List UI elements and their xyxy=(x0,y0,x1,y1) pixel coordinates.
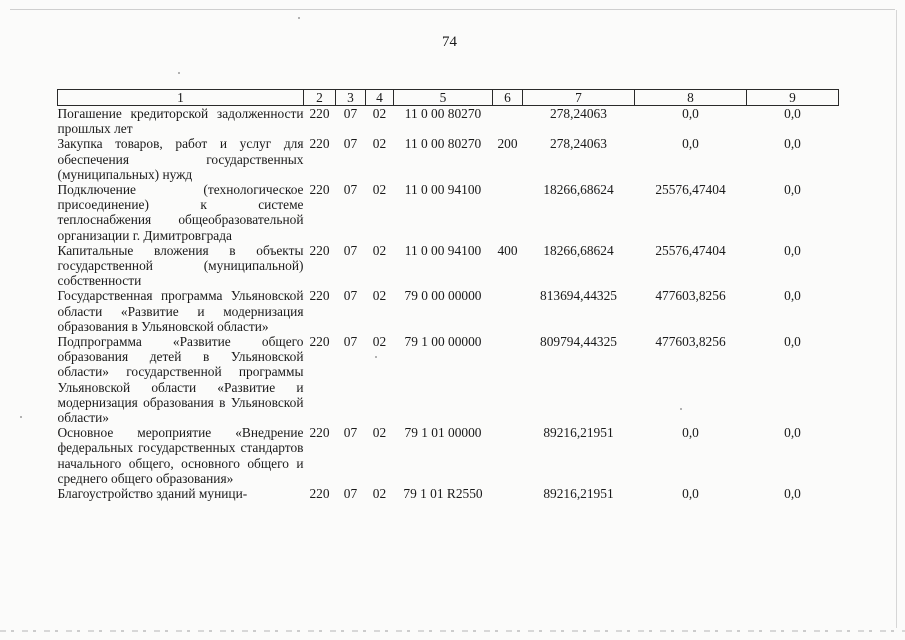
row-subsection: 02 xyxy=(372,136,387,152)
row-amount-col9: 0,0 xyxy=(784,136,801,152)
table-header-row xyxy=(58,90,839,106)
row-name: Подпрограмма «Развитие общего образования детей в Ульяновской области» государственной программы Ульяновской области «Развитие и модернизация образования в Ульяновской области» xyxy=(57,334,304,426)
row-expense-type: 200 xyxy=(497,136,518,152)
row-section: 07 xyxy=(343,425,358,441)
table-row xyxy=(58,243,839,289)
row-amount-col9: 0,0 xyxy=(784,182,801,198)
row-subsection: 02 xyxy=(372,334,387,350)
row-section: 07 xyxy=(343,242,358,258)
row-target-article: 79 0 00 00000 xyxy=(404,288,482,304)
row-amount-col9: 0,0 xyxy=(784,486,801,502)
row-ministry-code: 220 xyxy=(309,136,330,152)
scan-speck xyxy=(20,416,22,418)
row-section: 07 xyxy=(343,182,358,198)
row-amount-col7: 278,24063 xyxy=(550,106,607,121)
row-expense-type xyxy=(493,288,523,334)
table-row xyxy=(58,136,839,182)
row-expense-type xyxy=(493,334,523,425)
row-amount-col8: 25576,47404 xyxy=(655,242,726,258)
table-row xyxy=(58,288,839,334)
header-col-3: 3 xyxy=(336,90,366,106)
row-name: Закупка товаров, работ и услуг для обеспечения государственных (муниципальных) нужд xyxy=(57,136,304,182)
row-subsection: 02 xyxy=(372,288,387,304)
row-amount-col8: 0,0 xyxy=(682,486,699,502)
row-amount-col7: 18266,68624 xyxy=(543,242,614,258)
row-target-article: 11 0 00 94100 xyxy=(404,242,482,258)
scan-speck xyxy=(375,356,377,358)
page-edge-top xyxy=(10,9,895,10)
row-name: Подключение (технологическое присоединение) к системе теплоснабжения общеобразовательной организации г. Димитровграда xyxy=(57,182,304,243)
row-target-article: 11 0 00 94100 xyxy=(404,182,482,198)
row-ministry-code: 220 xyxy=(309,334,330,350)
scan-noise-bottom xyxy=(0,630,905,632)
row-expense-type xyxy=(493,106,523,137)
row-name: Благоустройство зданий муници- xyxy=(57,486,248,502)
table-row xyxy=(58,334,839,425)
header-col-5: 5 xyxy=(394,90,493,106)
table-row xyxy=(58,106,839,137)
row-section: 07 xyxy=(343,136,358,152)
row-subsection: 02 xyxy=(372,425,387,441)
row-section: 07 xyxy=(343,486,358,502)
row-name: Основное мероприятие «Внедрение федеральных государственных стандартов начального общего, основного общего и среднего общего образования» xyxy=(57,425,304,486)
row-section: 07 xyxy=(343,288,358,304)
row-ministry-code: 220 xyxy=(309,486,330,502)
header-col-2: 2 xyxy=(304,90,336,106)
header-col-8: 8 xyxy=(635,90,747,106)
header-col-7: 7 xyxy=(523,90,635,106)
row-amount-col9: 0,0 xyxy=(784,425,801,441)
row-subsection: 02 xyxy=(372,486,387,502)
row-amount-col9: 0,0 xyxy=(784,106,801,121)
row-amount-col7: 89216,21951 xyxy=(543,425,614,441)
row-amount-col8: 25576,47404 xyxy=(655,182,726,198)
header-col-6: 6 xyxy=(493,90,523,106)
row-expense-type: 400 xyxy=(497,242,518,258)
row-ministry-code: 220 xyxy=(309,288,330,304)
row-expense-type xyxy=(493,486,523,501)
row-name: Капитальные вложения в объекты государственной (муниципальной) собственности xyxy=(57,242,304,289)
row-subsection: 02 xyxy=(372,242,387,258)
budget-table xyxy=(57,89,839,501)
row-target-article: 79 1 01 00000 xyxy=(404,425,482,441)
row-expense-type xyxy=(493,425,523,486)
row-name: Погашение кредиторской задолженности прошлых лет xyxy=(57,106,304,137)
row-ministry-code: 220 xyxy=(309,182,330,198)
row-amount-col8: 477603,8256 xyxy=(655,334,726,350)
row-name: Государственная программа Ульяновской области «Развитие и модернизация образования в Ульяновской области» xyxy=(57,288,304,334)
scan-speck xyxy=(298,17,300,19)
row-amount-col8: 0,0 xyxy=(682,106,699,121)
row-amount-col8: 0,0 xyxy=(682,425,699,441)
row-ministry-code: 220 xyxy=(309,106,330,121)
row-amount-col7: 809794,44325 xyxy=(540,334,617,350)
scan-speck xyxy=(178,72,180,74)
row-target-article: 79 1 01 R2550 xyxy=(403,486,483,502)
page-edge-right xyxy=(896,10,897,628)
header-col-9: 9 xyxy=(747,90,839,106)
row-subsection: 02 xyxy=(372,182,387,198)
row-expense-type xyxy=(493,182,523,243)
row-amount-col7: 278,24063 xyxy=(550,136,607,152)
row-amount-col7: 89216,21951 xyxy=(543,486,614,502)
page-number: 74 xyxy=(442,34,457,50)
row-section: 07 xyxy=(343,334,358,350)
row-amount-col8: 477603,8256 xyxy=(655,288,726,304)
row-amount-col7: 813694,44325 xyxy=(540,288,617,304)
table-row xyxy=(58,182,839,243)
row-ministry-code: 220 xyxy=(309,425,330,441)
header-col-1: 1 xyxy=(58,90,304,106)
row-target-article: 79 1 00 00000 xyxy=(404,334,482,350)
row-amount-col8: 0,0 xyxy=(682,136,699,152)
row-amount-col7: 18266,68624 xyxy=(543,182,614,198)
table-row xyxy=(58,486,839,501)
row-target-article: 11 0 00 80270 xyxy=(404,136,482,152)
row-amount-col9: 0,0 xyxy=(784,242,801,258)
row-ministry-code: 220 xyxy=(309,242,330,258)
header-col-4: 4 xyxy=(366,90,394,106)
row-amount-col9: 0,0 xyxy=(784,334,801,350)
row-section: 07 xyxy=(343,106,358,121)
row-amount-col9: 0,0 xyxy=(784,288,801,304)
scan-speck xyxy=(680,408,682,410)
row-target-article: 11 0 00 80270 xyxy=(404,106,482,121)
row-subsection: 02 xyxy=(372,106,387,121)
table-row xyxy=(58,425,839,486)
